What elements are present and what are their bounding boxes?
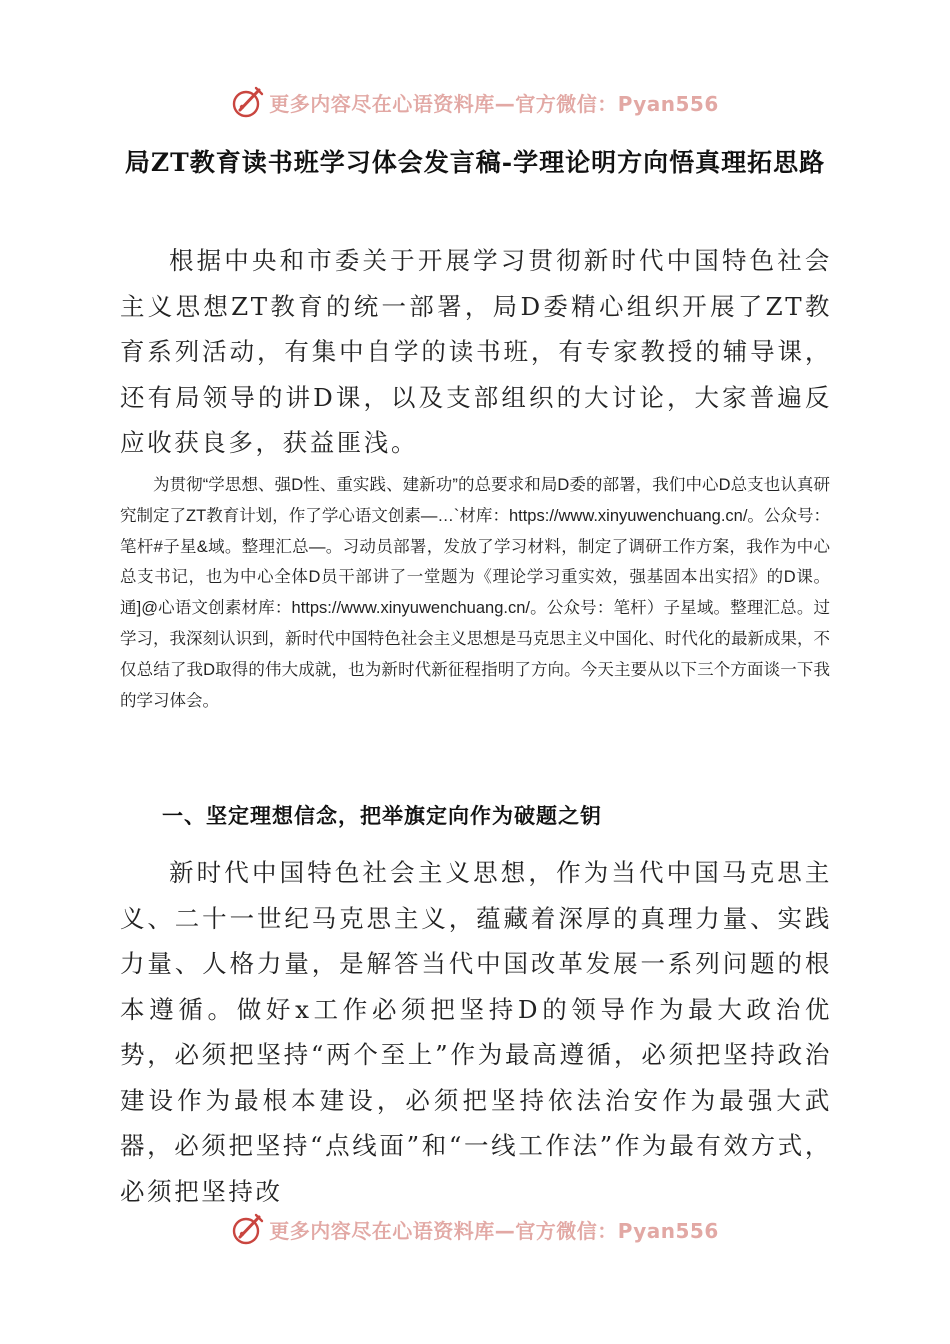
paragraph-body: 为贯彻“学思想、强D性、重实践、建新功”的总要求和局D委的部署，我们中心D总支也认真研究制定了ZT教育计划，作了学心语文创素—…`材库：https://www.xinyuwenchuang.cn/。公众号：笔杆#子星&域。整理汇总—。习动员部署，发放了学习材料，制定了调研工作方案，我作为中心总支书记，也为中心全体D员干部讲了一堂题为《理论学习重实效，强基固本出实招》的D课。通]@心语文创素材库：https://www.xinyuwenchuang.cn/。公众号：笔杆）子星域。整理汇总。过学习，我深刻认识到，新时代中国特色社会主义思想是马克思主义中国化、时代化的最新成果，不仅总结了我D取得的伟大成就，也为新时代新征程指明了方向。今天主要从以下三个方面谈一下我的学习体会。: [120, 476, 830, 710]
document-title: 局ZT教育读书班学习体会发言稿-学理论明方向悟真理拓思路: [124, 148, 826, 177]
pen-logo-icon: [231, 1212, 265, 1246]
header-watermark-text: 更多内容尽在心语资料库—官方微信：Pyan556: [269, 91, 719, 116]
section-heading: 一、坚定理想信念，把举旗定向作为破题之钥: [162, 804, 602, 828]
footer-watermark-text: 更多内容尽在心语资料库—官方微信：Pyan556: [269, 1218, 719, 1243]
header-watermark: [0, 82, 950, 122]
paragraph-intro: 根据中央和市委关于开展学习贯彻新时代中国特色社会主义思想ZT教育的统一部署，局D委精心组织开展了ZT教育系列活动，有集中自学的读书班，有专家教授的辅导课，还有局领导的讲D课，以及支部组织的大讨论，大家普遍反应收获良多，获益匪浅。: [120, 246, 832, 457]
paragraph-section-1: 新时代中国特色社会主义思想，作为当代中国马克思主义、二十一世纪马克思主义，蕴藏着深厚的真理力量、实践力量、人格力量，是解答当代中国改革发展一系列问题的根本遵循。做好x工作必须把坚持D的领导作为最大政治优势，必须把坚持“两个至上”作为最高遵循，必须把坚持政治建设作为最根本建设，必须把坚持依法治安作为最强大武器，必须把坚持“点线面”和“一线工作法”作为最有效方式，必须把坚持改: [120, 858, 832, 1206]
pen-logo-icon: [231, 85, 265, 119]
footer-watermark: [0, 1209, 950, 1249]
